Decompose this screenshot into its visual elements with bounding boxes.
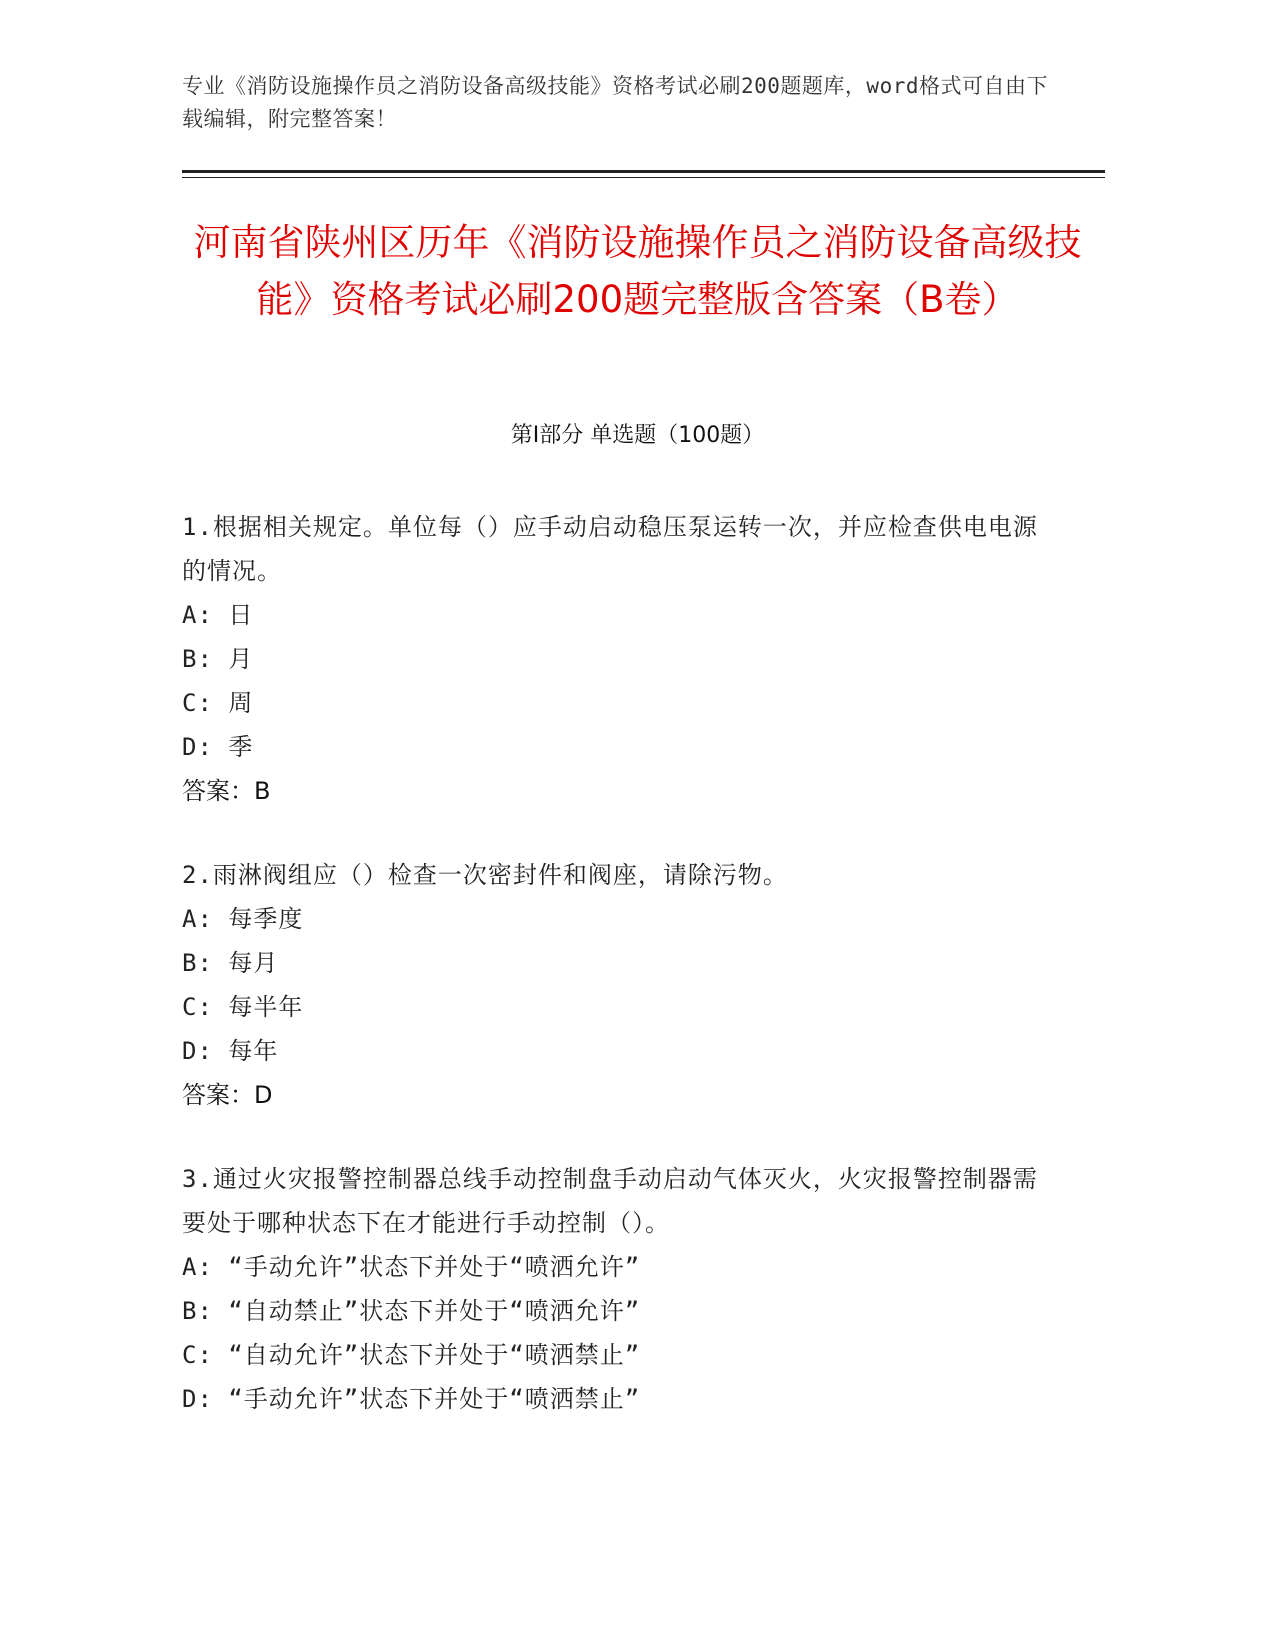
section-title: 第Ⅰ部分 单选题（100题） <box>510 423 765 448</box>
option-c: C: 每半年 <box>182 993 304 1021</box>
option-d: D: 每年 <box>182 1037 279 1065</box>
question-1 <box>182 505 1062 813</box>
header-rule-thin <box>182 177 1105 178</box>
option-d: D: 季 <box>182 733 254 761</box>
option-b: B: 月 <box>182 645 254 673</box>
option-b: B: “自动禁止”状态下并处于“喷洒允许” <box>182 1297 641 1325</box>
question-2 <box>182 853 1062 1117</box>
question-text: 3.通过火灾报警控制器总线手动控制盘手动启动气体灭火，火灾报警控制器需要处于哪种状态下在才能进行手动控制（）。 <box>182 1165 1038 1237</box>
option-a: A: “手动允许”状态下并处于“喷洒允许” <box>182 1253 641 1281</box>
option-a: A: 每季度 <box>182 905 304 933</box>
question-3 <box>182 1157 1062 1421</box>
option-c: C: “自动允许”状态下并处于“喷洒禁止” <box>182 1341 641 1369</box>
option-d: D: “手动允许”状态下并处于“喷洒禁止” <box>182 1385 641 1413</box>
option-c: C: 周 <box>182 689 254 717</box>
answer: 答案：B <box>182 777 271 805</box>
document-title: 河南省陕州区历年《消防设施操作员之消防设备高级技能》资格考试必刷200题完整版含答案（B卷） <box>193 221 1082 321</box>
question-text: 2.雨淋阀组应（）检查一次密封件和阀座，请除污物。 <box>182 861 788 889</box>
option-b: B: 每月 <box>182 949 279 977</box>
answer: 答案：D <box>182 1081 273 1109</box>
option-a: A: 日 <box>182 601 254 629</box>
question-list <box>182 505 1062 1461</box>
question-text: 1.根据相关规定。单位每（）应手动启动稳压泵运转一次，并应检查供电电源的情况。 <box>182 513 1038 585</box>
header-rule-thick <box>182 170 1105 173</box>
header-note: 专业《消防设施操作员之消防设备高级技能》资格考试必刷200题题库，word格式可自由下载编辑，附完整答案！ <box>182 74 1048 131</box>
